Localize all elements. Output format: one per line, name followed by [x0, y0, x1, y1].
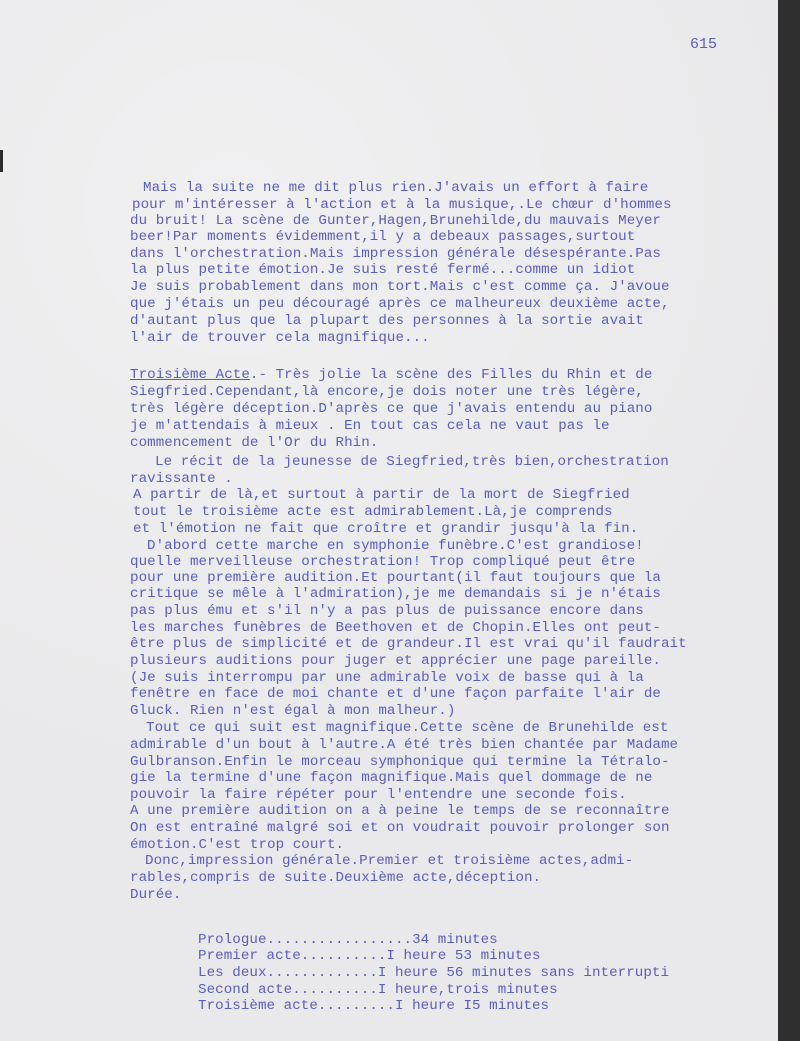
text-line: pouvoir la faire répéter pour l'entendre une seconde fois.	[130, 787, 627, 803]
text-line: je m'attendais à mieux . En tout cas cela ne vaut pas le	[130, 418, 610, 434]
text-line: fenêtre en face de moi chante et d'une façon parfaite l'air de	[130, 686, 661, 702]
text-line: les marches funèbres de Beethoven et de Chopin.Elles ont peut-	[130, 620, 661, 636]
section-heading-underlined: Troisième Acte	[130, 367, 250, 383]
text-line: pas plus ému et s'il n'y a pas plus de puissance encore dans	[130, 603, 644, 619]
text-line: Gulbranson.Enfin le morceau symphonique qui termine la Tétralo-	[130, 754, 670, 770]
text-line: très légère déception.D'après ce que j'avais entendu au piano	[130, 401, 653, 417]
text-line: plusieurs auditions pour juger et apprécier une page pareille.	[130, 653, 661, 669]
text-line: admirable d'un bout à l'autre.A été très bien chantée par Madame	[130, 737, 679, 753]
text-line: Siegfried.Cependant,là encore,je dois noter une très légère,	[130, 384, 644, 400]
text-line: la plus petite émotion.Je suis resté fermé...comme un idiot	[130, 262, 636, 278]
text-line: gie la termine d'une façon magnifique.Mais quel dommage de ne	[130, 770, 653, 786]
text-line: l'air de trouver cela magnifique...	[130, 330, 430, 346]
text-line: ravissante .	[130, 471, 233, 487]
text-line: être plus de simplicité et de grandeur.Il est vrai qu'il faudrait	[130, 636, 687, 652]
text-line: émotion.C'est trop court.	[130, 837, 345, 853]
text-line: Troisième acte.........I heure I5 minutes	[198, 998, 550, 1014]
text-line: du bruit! La scène de Gunter,Hagen,Brunehilde,du mauvais Meyer	[130, 213, 661, 229]
text-line: A une première audition on a à peine le temps de se reconnaître	[130, 803, 670, 819]
text-line: Durée.	[130, 887, 182, 903]
text-line: et l'émotion ne fait que croître et grandir jusqu'à la fin.	[133, 521, 639, 537]
scan-mark	[0, 150, 3, 172]
text-line: commencement de l'Or du Rhin.	[130, 435, 379, 451]
text-line: Les deux.............I heure 56 minutes sans interrupti	[198, 965, 670, 981]
text-line: A partir de là,et surtout à partir de la mort de Siegfried	[133, 487, 630, 503]
text-line: Prologue.................34 minutes	[198, 932, 498, 948]
text-line: d'autant plus que la plupart des personnes à la sortie avait	[130, 313, 644, 329]
text-line: On est entraîné malgré soi et on voudrait pouvoir prolonger son	[130, 820, 670, 836]
text-line: que j'étais un peu découragé après ce malheureux deuxième acte,	[130, 296, 670, 312]
text-line: Gluck. Rien n'est égal à mon malheur.)	[130, 703, 456, 719]
text-line: Tout ce qui suit est magnifique.Cette scène de Brunehilde est	[146, 720, 669, 736]
text-line: quelle merveilleuse orchestration! Trop compliqué peut être	[130, 554, 636, 570]
text-line: dans l'orchestration.Mais impression générale désespérante.Pas	[130, 246, 661, 262]
text-line: critique se mêle à l'admiration),je me demandais si je n'étais	[130, 586, 661, 602]
text-line: tout le troisième acte est admirablement.Là,je comprends	[133, 504, 613, 520]
page-number: 615	[690, 36, 718, 53]
text-line: Premier acte..........I heure 53 minutes	[198, 948, 541, 964]
text-line: Je suis probablement dans mon tort.Mais c'est comme ça. J'avoue	[130, 279, 670, 295]
text-line: Mais la suite ne me dit plus rien.J'avais un effort à faire	[143, 180, 649, 196]
text-line: Donc,impression générale.Premier et troisième actes,admi-	[145, 853, 634, 869]
scanner-edge	[778, 0, 800, 1041]
text-line: Second acte..........I heure,trois minutes	[198, 982, 558, 998]
text-line: beer!Par moments évidemment,il y a debeaux passages,surtout	[130, 229, 636, 245]
text-line: Le récit de la jeunesse de Siegfried,très bien,orchestration	[155, 454, 669, 470]
text-line: (Je suis interrompu par une admirable voix de basse qui à la	[130, 670, 644, 686]
text-line: pour une première audition.Et pourtant(il faut toujours que la	[130, 570, 661, 586]
text-line: D'abord cette marche en symphonie funèbre.C'est grandiose!	[147, 538, 644, 554]
text-line: Troisième Acte.- Très jolie la scène des Filles du Rhin et de	[130, 367, 653, 383]
text-line: pour m'intéresser à l'action et à la musique,.Le chœur d'hommes	[132, 197, 672, 213]
text-line: rables,compris de suite.Deuxième acte,déception.	[130, 870, 542, 886]
